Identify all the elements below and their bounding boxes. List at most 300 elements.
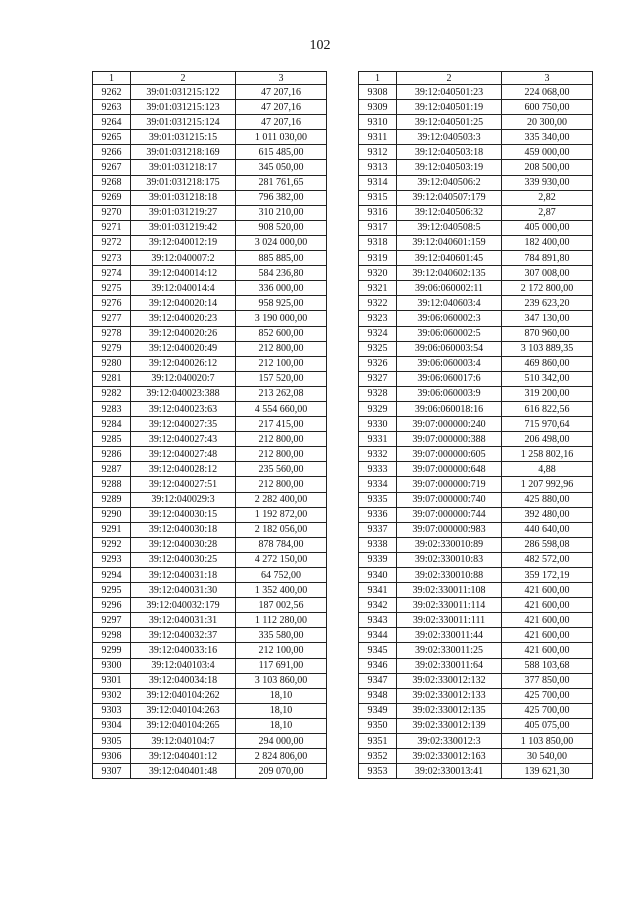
cadastral-number: 39:02:330012:139: [397, 718, 502, 733]
cadastral-value: 584 236,80: [236, 266, 327, 281]
table-row: [93, 371, 327, 386]
cadastral-number: 39:12:040020:23: [131, 311, 236, 326]
cadastral-number: 39:02:330012:163: [397, 749, 502, 764]
row-number: 9296: [93, 598, 131, 613]
cadastral-value: 235 560,00: [236, 462, 327, 477]
cadastral-number: 39:01:031219:42: [131, 220, 236, 235]
cadastral-number: 39:02:330011:25: [397, 643, 502, 658]
row-number: 9342: [359, 598, 397, 613]
cadastral-value: 157 520,00: [236, 371, 327, 386]
row-number: 9279: [93, 341, 131, 356]
row-number: 9271: [93, 220, 131, 235]
cadastral-value: 335 340,00: [502, 130, 593, 145]
cadastral-value: 3 103 860,00: [236, 673, 327, 688]
table-row: [359, 432, 593, 447]
cadastral-number: 39:12:040506:32: [397, 205, 502, 220]
table-row: [359, 281, 593, 296]
row-number: 9335: [359, 492, 397, 507]
cadastral-value: 715 970,64: [502, 417, 593, 432]
cadastral-number: 39:06:060017:6: [397, 371, 502, 386]
cadastral-number: 39:12:040507:179: [397, 190, 502, 205]
cadastral-value: 212 100,00: [236, 356, 327, 371]
table-row: [93, 160, 327, 175]
cadastral-value: 908 520,00: [236, 220, 327, 235]
table-row: [359, 628, 593, 643]
cadastral-value: 18,10: [236, 703, 327, 718]
cadastral-value: 405 000,00: [502, 220, 593, 235]
table-row: [359, 688, 593, 703]
row-number: 9318: [359, 235, 397, 250]
cadastral-number: 39:07:000000:240: [397, 417, 502, 432]
row-number: 9330: [359, 417, 397, 432]
table-row: [359, 160, 593, 175]
cadastral-number: 39:06:060018:16: [397, 401, 502, 416]
row-number: 9320: [359, 266, 397, 281]
table-row: [359, 235, 593, 250]
table-row: [93, 205, 327, 220]
cadastral-number: 39:12:040020:49: [131, 341, 236, 356]
row-number: 9290: [93, 507, 131, 522]
cadastral-number: 39:12:040501:19: [397, 100, 502, 115]
row-number: 9288: [93, 477, 131, 492]
cadastral-number: 39:12:040031:30: [131, 583, 236, 598]
row-number: 9352: [359, 749, 397, 764]
table-row: [93, 326, 327, 341]
row-number: 9292: [93, 537, 131, 552]
table-row: [93, 643, 327, 658]
row-number: 9353: [359, 764, 397, 779]
cadastral-number: 39:12:040034:18: [131, 673, 236, 688]
cadastral-value: 425 700,00: [502, 688, 593, 703]
cadastral-value: 4 272 150,00: [236, 552, 327, 567]
row-number: 9300: [93, 658, 131, 673]
cadastral-number: 39:12:040401:12: [131, 749, 236, 764]
table-row: [93, 417, 327, 432]
table-row: [359, 552, 593, 567]
cadastral-value: 600 750,00: [502, 100, 593, 115]
cadastral-number: 39:12:040503:3: [397, 130, 502, 145]
cadastral-value: 510 342,00: [502, 371, 593, 386]
table-row: [359, 190, 593, 205]
row-number: 9282: [93, 386, 131, 401]
cadastral-number: 39:01:031215:124: [131, 115, 236, 130]
cadastral-number: 39:07:000000:648: [397, 462, 502, 477]
row-number: 9329: [359, 401, 397, 416]
cadastral-value: 239 623,20: [502, 296, 593, 311]
cadastral-value: 885 885,00: [236, 251, 327, 266]
cadastral-value: 459 000,00: [502, 145, 593, 160]
row-number: 9324: [359, 326, 397, 341]
row-number: 9302: [93, 688, 131, 703]
table-row: [359, 145, 593, 160]
cadastral-number: 39:06:060003:54: [397, 341, 502, 356]
cadastral-value: 187 002,56: [236, 598, 327, 613]
cadastral-value: 2 282 400,00: [236, 492, 327, 507]
row-number: 9310: [359, 115, 397, 130]
cadastral-value: 64 752,00: [236, 568, 327, 583]
table-row: [93, 175, 327, 190]
table-row: [359, 537, 593, 552]
cadastral-value: 347 130,00: [502, 311, 593, 326]
row-number: 9276: [93, 296, 131, 311]
cadastral-number: 39:12:040023:388: [131, 386, 236, 401]
cadastral-number: 39:02:330012:132: [397, 673, 502, 688]
cadastral-number: 39:12:040033:16: [131, 643, 236, 658]
row-number: 9281: [93, 371, 131, 386]
cadastral-value: 1 192 872,00: [236, 507, 327, 522]
cadastral-number: 39:12:040501:25: [397, 115, 502, 130]
cadastral-number: 39:12:040020:14: [131, 296, 236, 311]
page-number: 102: [309, 38, 331, 53]
cadastral-value: 482 572,00: [502, 552, 593, 567]
row-number: 9262: [93, 85, 131, 100]
cadastral-value: 212 800,00: [236, 341, 327, 356]
table-row: [359, 266, 593, 281]
table-row: [93, 341, 327, 356]
cadastral-number: 39:01:031218:175: [131, 175, 236, 190]
cadastral-number: 39:06:060002:5: [397, 326, 502, 341]
cadastral-value: 4,88: [502, 462, 593, 477]
row-number: 9297: [93, 613, 131, 628]
row-number: 9293: [93, 552, 131, 567]
row-number: 9326: [359, 356, 397, 371]
cadastral-number: 39:12:040029:3: [131, 492, 236, 507]
cadastral-number: 39:01:031219:27: [131, 205, 236, 220]
cadastral-value: 2,87: [502, 205, 593, 220]
cadastral-number: 39:02:330011:44: [397, 628, 502, 643]
table-row: [359, 462, 593, 477]
row-number: 9323: [359, 311, 397, 326]
column-header: 2: [131, 72, 236, 85]
cadastral-value: 3 190 000,00: [236, 311, 327, 326]
cadastral-number: 39:01:031215:123: [131, 100, 236, 115]
row-number: 9265: [93, 130, 131, 145]
cadastral-number: 39:12:040103:4: [131, 658, 236, 673]
row-number: 9336: [359, 507, 397, 522]
cadastral-value: 3 103 889,35: [502, 341, 593, 356]
row-number: 9315: [359, 190, 397, 205]
cadastral-value: 319 200,00: [502, 386, 593, 401]
cadastral-number: 39:12:040501:23: [397, 85, 502, 100]
cadastral-number: 39:12:040601:45: [397, 251, 502, 266]
cadastral-value: 784 891,80: [502, 251, 593, 266]
cadastral-value: 796 382,00: [236, 190, 327, 205]
table-row: [359, 477, 593, 492]
cadastral-value: 1 103 850,00: [502, 734, 593, 749]
cadastral-value: 377 850,00: [502, 673, 593, 688]
cadastral-value: 1 112 280,00: [236, 613, 327, 628]
row-number: 9291: [93, 522, 131, 537]
table-row: [93, 296, 327, 311]
table-row: [359, 401, 593, 416]
row-number: 9350: [359, 718, 397, 733]
row-number: 9351: [359, 734, 397, 749]
cadastral-value: 224 068,00: [502, 85, 593, 100]
cadastral-number: 39:12:040031:31: [131, 613, 236, 628]
cadastral-number: 39:12:040506:2: [397, 175, 502, 190]
cadastral-number: 39:07:000000:744: [397, 507, 502, 522]
cadastral-number: 39:12:040030:28: [131, 537, 236, 552]
column-header: 2: [397, 72, 502, 85]
cadastral-number: 39:12:040027:35: [131, 417, 236, 432]
cadastral-value: 307 008,00: [502, 266, 593, 281]
cadastral-value: 206 498,00: [502, 432, 593, 447]
table-row: [93, 115, 327, 130]
table-row: [93, 764, 327, 779]
table-row: [93, 281, 327, 296]
cadastral-number: 39:02:330010:89: [397, 537, 502, 552]
cadastral-number: 39:12:040023:63: [131, 401, 236, 416]
row-number: 9322: [359, 296, 397, 311]
row-number: 9299: [93, 643, 131, 658]
row-number: 9273: [93, 251, 131, 266]
table-row: [93, 568, 327, 583]
cadastral-value: 588 103,68: [502, 658, 593, 673]
cadastral-value: 1 011 030,00: [236, 130, 327, 145]
cadastral-number: 39:12:040020:7: [131, 371, 236, 386]
row-number: 9266: [93, 145, 131, 160]
cadastral-number: 39:02:330012:135: [397, 703, 502, 718]
table-row: [93, 100, 327, 115]
cadastral-value: 425 700,00: [502, 703, 593, 718]
row-number: 9308: [359, 85, 397, 100]
table-row: [93, 447, 327, 462]
cadastral-number: 39:06:060002:3: [397, 311, 502, 326]
cadastral-value: 208 500,00: [502, 160, 593, 175]
row-number: 9319: [359, 251, 397, 266]
table-row: [359, 205, 593, 220]
row-number: 9305: [93, 734, 131, 749]
table-row: [93, 492, 327, 507]
row-number: 9313: [359, 160, 397, 175]
table-row: [359, 130, 593, 145]
cadastral-value: 2,82: [502, 190, 593, 205]
cadastral-number: 39:07:000000:605: [397, 447, 502, 462]
cadastral-number: 39:02:330010:88: [397, 568, 502, 583]
cadastral-number: 39:01:031218:169: [131, 145, 236, 160]
table-row: [359, 658, 593, 673]
table-row: [93, 734, 327, 749]
cadastral-number: 39:02:330011:114: [397, 598, 502, 613]
column-header: 3: [502, 72, 593, 85]
row-number: 9304: [93, 718, 131, 733]
cadastral-number: 39:12:040032:37: [131, 628, 236, 643]
column-header: 1: [93, 72, 131, 85]
cadastral-number: 39:12:040012:19: [131, 235, 236, 250]
cadastral-value: 469 860,00: [502, 356, 593, 371]
cadastral-number: 39:12:040503:19: [397, 160, 502, 175]
cadastral-number: 39:02:330011:64: [397, 658, 502, 673]
cadastral-value: 212 800,00: [236, 432, 327, 447]
cadastral-number: 39:07:000000:388: [397, 432, 502, 447]
row-number: 9339: [359, 552, 397, 567]
table-row: [93, 703, 327, 718]
row-number: 9268: [93, 175, 131, 190]
table-row: [93, 583, 327, 598]
table-row: [93, 266, 327, 281]
cadastral-value: 2 172 800,00: [502, 281, 593, 296]
table-row: [359, 175, 593, 190]
table-row: [359, 613, 593, 628]
cadastral-value: 18,10: [236, 718, 327, 733]
cadastral-value: 1 258 802,16: [502, 447, 593, 462]
cadastral-value: 421 600,00: [502, 583, 593, 598]
row-number: 9343: [359, 613, 397, 628]
row-number: 9285: [93, 432, 131, 447]
cadastral-number: 39:01:031218:18: [131, 190, 236, 205]
cadastral-number: 39:12:040603:4: [397, 296, 502, 311]
cadastral-number: 39:02:330012:3: [397, 734, 502, 749]
cadastral-number: 39:12:040014:12: [131, 266, 236, 281]
cadastral-value: 421 600,00: [502, 643, 593, 658]
cadastral-number: 39:01:031218:17: [131, 160, 236, 175]
cadastral-value: 425 880,00: [502, 492, 593, 507]
cadastral-number: 39:02:330011:111: [397, 613, 502, 628]
table-row: [93, 145, 327, 160]
cadastral-value: 336 000,00: [236, 281, 327, 296]
row-number: 9349: [359, 703, 397, 718]
row-number: 9306: [93, 749, 131, 764]
cadastral-value: 870 960,00: [502, 326, 593, 341]
cadastral-value: 1 352 400,00: [236, 583, 327, 598]
row-number: 9314: [359, 175, 397, 190]
row-number: 9294: [93, 568, 131, 583]
cadastral-number: 39:01:031215:122: [131, 85, 236, 100]
row-number: 9287: [93, 462, 131, 477]
cadastral-value: 3 024 000,00: [236, 235, 327, 250]
table-row: [93, 537, 327, 552]
cadastral-value: 335 580,00: [236, 628, 327, 643]
row-number: 9340: [359, 568, 397, 583]
table-row: [359, 447, 593, 462]
table-row: [93, 85, 327, 100]
cadastral-value: 440 640,00: [502, 522, 593, 537]
cadastral-value: 30 540,00: [502, 749, 593, 764]
table-row: [359, 356, 593, 371]
table-row: [93, 220, 327, 235]
row-number: 9325: [359, 341, 397, 356]
row-number: 9286: [93, 447, 131, 462]
row-number: 9280: [93, 356, 131, 371]
table-row: [93, 386, 327, 401]
table-row: [93, 507, 327, 522]
cadastral-number: 39:12:040508:5: [397, 220, 502, 235]
table-row: [93, 598, 327, 613]
row-number: 9303: [93, 703, 131, 718]
cadastral-value: 421 600,00: [502, 598, 593, 613]
cadastral-number: 39:06:060003:4: [397, 356, 502, 371]
table-row: [359, 598, 593, 613]
row-number: 9275: [93, 281, 131, 296]
cadastral-value: 47 207,16: [236, 85, 327, 100]
cadastral-number: 39:12:040020:26: [131, 326, 236, 341]
cadastral-number: 39:12:040028:12: [131, 462, 236, 477]
header-row: [93, 72, 327, 85]
cadastral-number: 39:12:040401:48: [131, 764, 236, 779]
table-row: [359, 85, 593, 100]
table-row: [93, 718, 327, 733]
cadastral-value: 18,10: [236, 688, 327, 703]
row-number: 9311: [359, 130, 397, 145]
row-number: 9263: [93, 100, 131, 115]
row-number: 9270: [93, 205, 131, 220]
cadastral-number: 39:12:040014:4: [131, 281, 236, 296]
cadastral-number: 39:12:040026:12: [131, 356, 236, 371]
cadastral-number: 39:12:040104:262: [131, 688, 236, 703]
row-number: 9312: [359, 145, 397, 160]
cadastral-value: 117 691,00: [236, 658, 327, 673]
cadastral-value: 359 172,19: [502, 568, 593, 583]
table-row: [359, 749, 593, 764]
cadastral-number: 39:06:060002:11: [397, 281, 502, 296]
cadastral-value: 217 415,00: [236, 417, 327, 432]
table-row: [93, 613, 327, 628]
row-number: 9331: [359, 432, 397, 447]
cadastral-value: 310 210,00: [236, 205, 327, 220]
table-row: [359, 115, 593, 130]
row-number: 9332: [359, 447, 397, 462]
row-number: 9347: [359, 673, 397, 688]
cadastral-value: 182 400,00: [502, 235, 593, 250]
table-row: [93, 251, 327, 266]
header-row: [359, 72, 593, 85]
table-row: [359, 341, 593, 356]
table-row: [359, 417, 593, 432]
cadastral-number: 39:06:060003:9: [397, 386, 502, 401]
row-number: 9309: [359, 100, 397, 115]
cadastral-number: 39:07:000000:983: [397, 522, 502, 537]
cadastral-value: 213 262,08: [236, 386, 327, 401]
cadastral-value: 392 480,00: [502, 507, 593, 522]
row-number: 9337: [359, 522, 397, 537]
row-number: 9301: [93, 673, 131, 688]
left-table: [92, 71, 327, 779]
table-row: [93, 190, 327, 205]
row-number: 9328: [359, 386, 397, 401]
table-row: [359, 643, 593, 658]
cadastral-value: 212 800,00: [236, 447, 327, 462]
cadastral-number: 39:12:040104:7: [131, 734, 236, 749]
cadastral-value: 2 824 806,00: [236, 749, 327, 764]
table-row: [359, 371, 593, 386]
row-number: 9333: [359, 462, 397, 477]
table-row: [93, 522, 327, 537]
table-row: [93, 130, 327, 145]
row-number: 9334: [359, 477, 397, 492]
table-row: [359, 100, 593, 115]
table-row: [93, 749, 327, 764]
cadastral-number: 39:12:040602:135: [397, 266, 502, 281]
row-number: 9344: [359, 628, 397, 643]
table-row: [93, 356, 327, 371]
cadastral-number: 39:12:040027:48: [131, 447, 236, 462]
cadastral-value: 339 930,00: [502, 175, 593, 190]
row-number: 9321: [359, 281, 397, 296]
cadastral-number: 39:12:040030:25: [131, 552, 236, 567]
row-number: 9317: [359, 220, 397, 235]
table-row: [359, 251, 593, 266]
row-number: 9295: [93, 583, 131, 598]
cadastral-number: 39:12:040030:15: [131, 507, 236, 522]
table-row: [359, 583, 593, 598]
cadastral-number: 39:02:330010:83: [397, 552, 502, 567]
table-row: [359, 718, 593, 733]
table-row: [359, 220, 593, 235]
cadastral-value: 405 075,00: [502, 718, 593, 733]
row-number: 9327: [359, 371, 397, 386]
row-number: 9348: [359, 688, 397, 703]
table-row: [359, 703, 593, 718]
